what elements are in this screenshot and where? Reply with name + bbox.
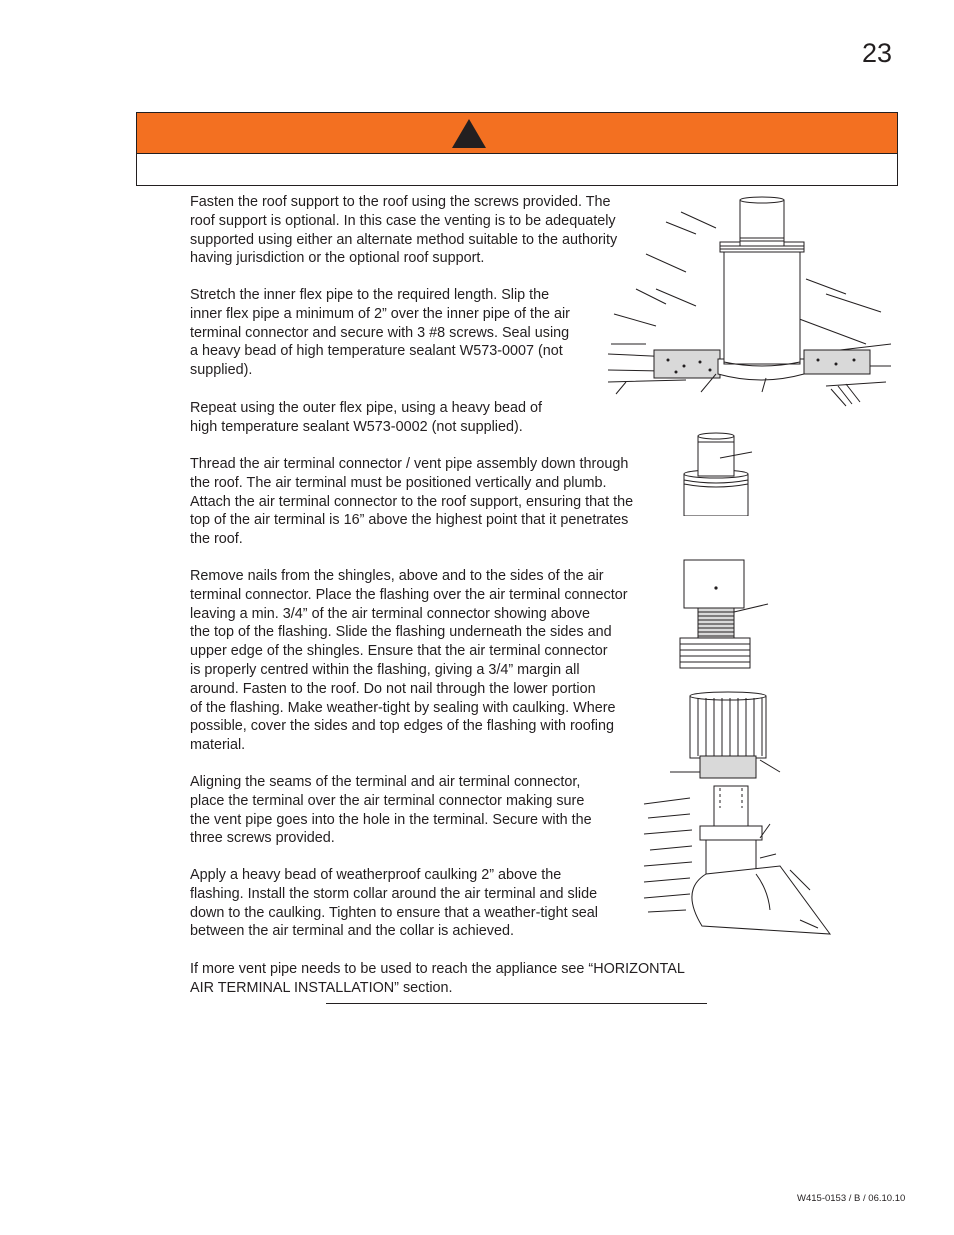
instruction-storm-collar: Apply a heavy bead of weatherproof caulking 2” above the flashing. Install the storm collar around the air terminal and slide down to the caulking. Tighten to ensure that a weather-tight seal between the air terminal and the collar is achieved. xyxy=(190,867,598,940)
page-number: 23 xyxy=(862,38,893,68)
warning-triangle-icon xyxy=(451,118,487,149)
instruction-terminal: Aligning the seams of the terminal and air terminal connector, place the terminal over the air terminal connector making sure the vent pipe goes into the hole in the terminal. Secure with the three screws provided. xyxy=(190,774,592,847)
warning-box xyxy=(136,112,898,186)
instruction-roof-support: Fasten the roof support to the roof using the screws provided. The roof support is optional. In this case the venting is to be adequately supported using either an alternate method suitable to the authority having jurisdiction or the optional roof support. xyxy=(190,194,618,267)
terminal-flashing-illustration xyxy=(640,690,840,936)
warning-bar xyxy=(137,113,897,154)
instruction-more-vent-pipe: If more vent pipe needs to be used to reach the appliance see “HORIZONTAL AIR TERMINAL INSTALLATION” section. xyxy=(190,961,685,996)
document-code: W415-0153 / B / 06.10.10 xyxy=(797,1193,906,1204)
instruction-inner-flex-pipe: Stretch the inner flex pipe to the required length. Slip the inner flex pipe a minimum of 2” over the inner pipe of the air terminal connector and secure with 3 #8 screws. Seal using a heavy bead of high temperature sealant W573-0007 (not supplied). xyxy=(190,287,570,379)
vent-pipe-top-illustration xyxy=(676,430,762,516)
flex-pipe-connection-illustration xyxy=(676,556,772,672)
section-divider xyxy=(326,1003,707,1004)
roof-support-illustration xyxy=(606,194,896,410)
instruction-flashing: Remove nails from the shingles, above and to the sides of the air terminal connector. Place the flashing over the air terminal connector leaving a min. 3/4” of the air terminal connector showing above the top of the flashing. Slide the flashing underneath the sides and upper edge of the shingles. Ensure that the air terminal connector is properly centred within the flashing, giving a 3/4” margin all around. Fasten to the roof. Do not nail through the lower portion of the flashing. Make weather-tight by sealing with caulking. Where possible, cover the sides and top edges of the flashing with roofing material. xyxy=(190,568,628,754)
instruction-outer-flex-pipe: Repeat using the outer flex pipe, using a heavy bead of high temperature sealant W573-0002 (not supplied). xyxy=(190,400,543,435)
instruction-thread-assembly: Thread the air terminal connector / vent pipe assembly down through the roof. The air terminal must be positioned vertically and plumb. Attach the air terminal connector to the roof support, ensuring that the top of the air terminal is 16” above the highest point that it penetrates the roof. xyxy=(190,456,634,548)
